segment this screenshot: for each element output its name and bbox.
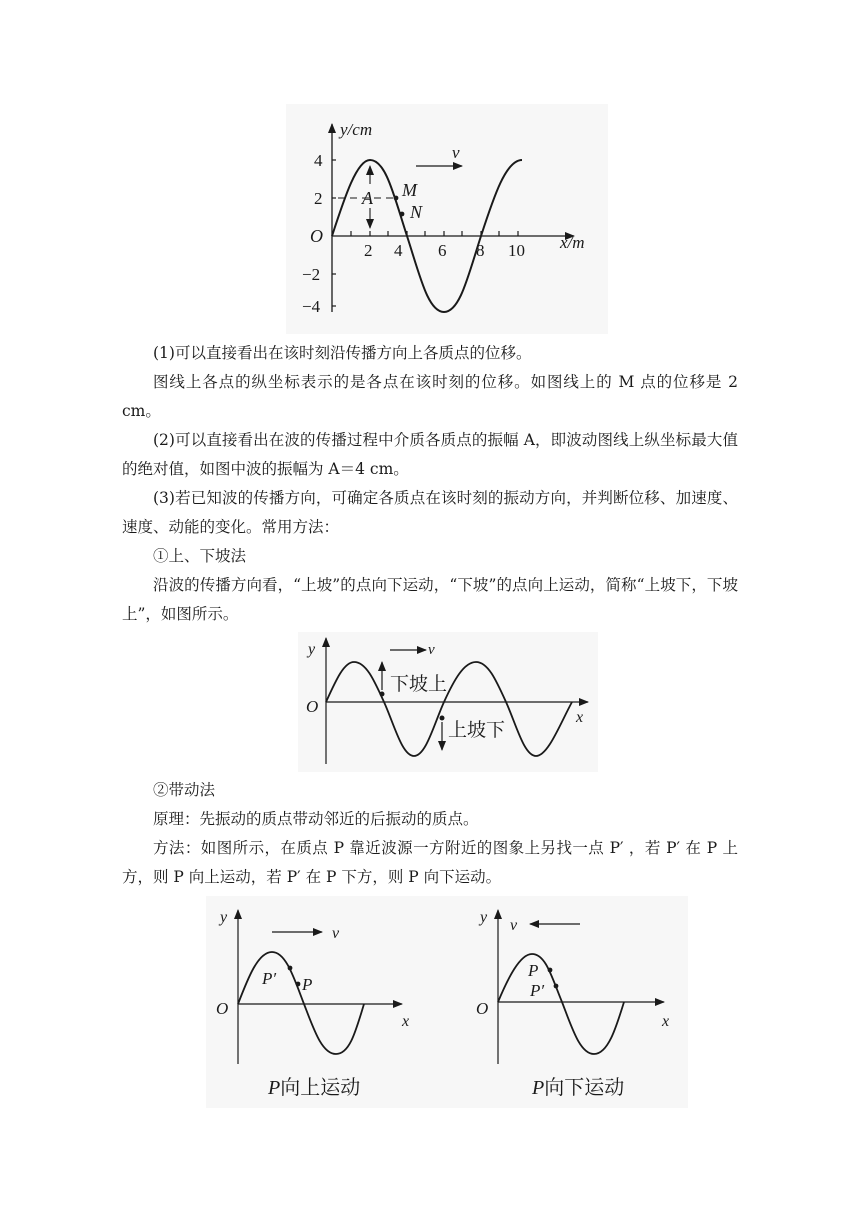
right-caption: P向下运动 [532, 1075, 625, 1099]
right-p-prime-dot [554, 984, 559, 989]
y-tick-2: 2 [314, 189, 323, 208]
right-x-label: x [662, 1013, 670, 1030]
right-p-prime-label: P′ [530, 981, 545, 1000]
x-tick-4: 4 [394, 241, 403, 260]
wave-graph-svg [286, 104, 608, 334]
paragraph-8: 原理：先振动的质点带动邻近的后振动的质点。 [153, 810, 479, 828]
paragraph-3: (2)可以直接看出在波的传播过程中介质各质点的振幅 A，即波动图线上纵坐标最大值的绝对值，如图中波的振幅为 A＝4 cm。 [122, 431, 738, 478]
left-panel [216, 909, 409, 1099]
point-m-label: M [402, 180, 417, 200]
paragraph-2: 图线上各点的纵坐标表示的是各点在该时刻的位移。如图线上的 M 点的位移是 2 cm。 [122, 373, 738, 420]
y-tick-neg4: −4 [302, 297, 321, 316]
y-label: y [308, 641, 316, 658]
x-tick-10: 10 [508, 241, 525, 260]
slope-method-svg [298, 632, 598, 772]
y-tick-neg2: −2 [302, 265, 321, 284]
paragraph-5: ①上、下坡法 [153, 547, 247, 565]
y-tick-4: 4 [314, 151, 323, 170]
left-p-prime-label: P′ [262, 969, 277, 988]
paragraph-7: ②带动法 [153, 781, 216, 799]
y-axis-label: y/cm [340, 120, 373, 139]
right-p-dot [548, 968, 553, 973]
right-wave-curve [498, 954, 624, 1054]
x-tick-6: 6 [438, 241, 447, 260]
downslope-label: 下坡上 [390, 673, 448, 695]
left-y-label: y [220, 909, 228, 926]
velocity-label: v [452, 143, 460, 162]
left-p-dot [296, 982, 301, 987]
wave-curve [326, 662, 572, 756]
right-y-label: y [480, 909, 488, 926]
point-n-label: N [410, 202, 423, 222]
wave-graph-figure [286, 104, 608, 334]
paragraph-9: 方法：如图所示，在质点 P 靠近波源一方附近的图象上另找一点 P′ ，若 P′ 在 P 上方，则 P 向上运动，若 P′ 在 P 下方，则 P 向下运动。 [122, 839, 738, 886]
x-axis-label: x/m [560, 233, 585, 252]
origin-label: O [306, 697, 319, 716]
drive-method-figure [206, 896, 688, 1108]
right-velocity-label: v [510, 917, 518, 934]
paragraph-1: (1)可以直接看出在该时刻沿传播方向上各质点的位移。 [153, 344, 532, 362]
right-panel [476, 909, 669, 1099]
point-m-dot [394, 196, 399, 201]
x-label: x [576, 709, 584, 726]
paragraph-6: 沿波的传播方向看，“上坡”的点向下运动，“下坡”的点向上运动，简称“上坡下，下坡上”，如图所示。 [122, 576, 738, 623]
left-x-label: x [402, 1013, 410, 1030]
origin-label: O [310, 226, 323, 246]
amplitude-label: A [362, 188, 373, 208]
left-caption: P向上运动 [268, 1075, 361, 1099]
point-n-dot [400, 212, 405, 217]
x-tick-8: 8 [476, 241, 485, 260]
left-p-label: P [302, 975, 313, 994]
right-p-label: P [528, 961, 539, 980]
slope-method-figure [298, 632, 598, 772]
upslope-label: 上坡下 [448, 719, 506, 741]
upslope-dot [440, 716, 445, 721]
velocity-label: v [428, 642, 435, 658]
paragraph-4: (3)若已知波的传播方向，可确定各质点在该时刻的振动方向，并判断位移、加速度、速度、动能的变化。常用方法： [122, 489, 738, 536]
left-wave-curve [238, 952, 364, 1054]
downslope-dot [380, 692, 385, 697]
drive-method-svg [206, 896, 688, 1108]
left-p-prime-dot [288, 966, 293, 971]
left-velocity-label: v [332, 925, 340, 942]
x-tick-2: 2 [364, 241, 373, 260]
left-origin-label: O [216, 999, 229, 1018]
right-origin-label: O [476, 999, 489, 1018]
